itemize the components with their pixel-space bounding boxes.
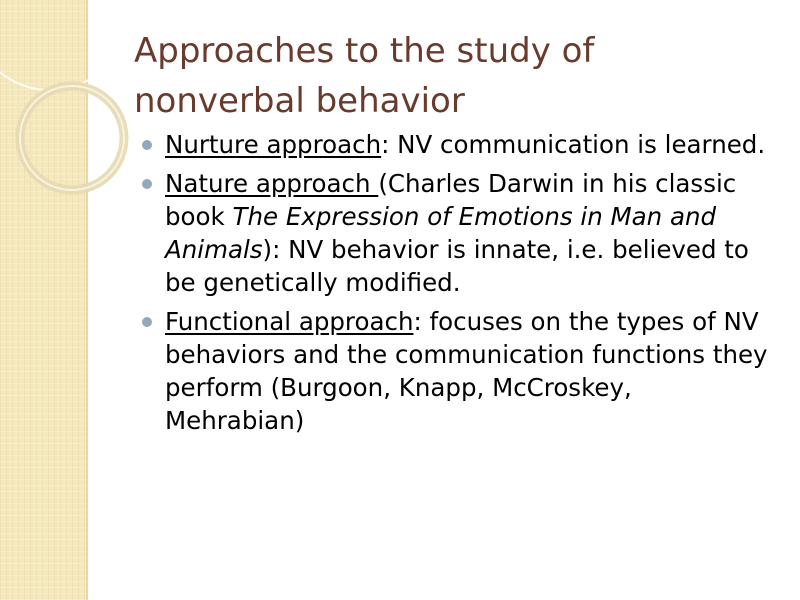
bullet-item-nurture	[142, 128, 778, 161]
bullet-list	[142, 128, 778, 443]
slide-title-line-1: Approaches to the study of	[134, 31, 595, 71]
bullet-text: : focuses on the types of NV behaviors and the communication functions they perform (Burgoon, Knapp, McCroskey, Mehrabian)	[165, 307, 768, 435]
bullet-dot-icon	[142, 317, 152, 327]
bullet-dot-icon	[142, 179, 152, 189]
decorative-circles	[0, 0, 140, 260]
bullet-text: ): NV behavior is innate, i.e. believed to be genetically modified.	[165, 235, 749, 297]
book-title: The Expression of Emotions in Man and Animals	[165, 202, 717, 264]
bullet-term: Nature approach	[165, 169, 379, 198]
bullet-text: (Charles Darwin in his classic book	[165, 169, 737, 231]
bullet-dot-icon	[142, 140, 152, 150]
bullet-item-functional	[142, 305, 778, 437]
bullet-term: Functional approach	[165, 307, 414, 336]
bullet-text: : NV communication is learned.	[381, 130, 766, 159]
bullet-item-nature	[142, 167, 778, 299]
slide-title	[134, 26, 774, 126]
slide-title-line-2: nonverbal behavior	[134, 81, 465, 121]
bullet-term: Nurture approach	[165, 130, 382, 159]
